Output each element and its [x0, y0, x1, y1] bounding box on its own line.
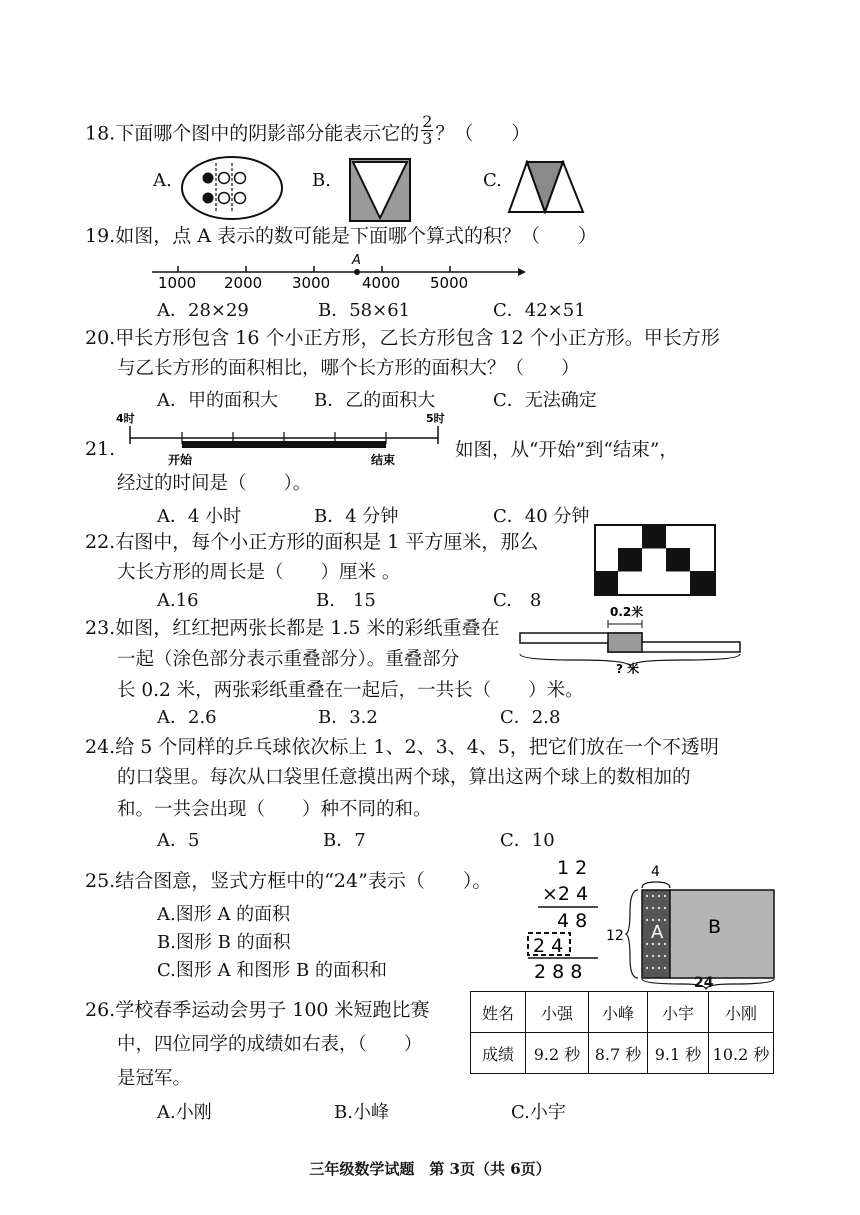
q18-figure-c: [507, 160, 585, 214]
q19-axis-label-2000: 2000: [224, 274, 263, 292]
q23-option-a: A．2.6: [157, 707, 217, 728]
q23-label-total: ? 米: [616, 662, 640, 674]
q21-label-end: 结束: [371, 453, 396, 467]
question-21-line-1: 如图，从“开始”到“结束”，: [455, 440, 678, 461]
q26-option-c: C.小宇: [511, 1102, 566, 1123]
q21-option-b: B．4 分钟: [314, 506, 399, 527]
q19-option-b: B．58×61: [318, 300, 411, 321]
q25-calc-row-4: 2 4: [533, 935, 564, 957]
q25-calc-row-2: ×2 4: [542, 883, 589, 905]
q18-option-c-label: C.: [483, 170, 502, 191]
q21-label-start: 开始: [168, 453, 193, 467]
question-20-line-1: 20.甲长方形包含 16 个小正方形，乙长方形包含 12 个小正方形。甲长方形: [85, 327, 720, 349]
q21-time-bar: [116, 410, 446, 470]
q25-label-left: 12: [606, 928, 624, 944]
table-cell: 10.2 秒: [709, 1033, 774, 1074]
q20-option-c: C．无法确定: [493, 390, 597, 411]
q25-option-a: A.图形 A 的面积: [157, 904, 291, 925]
q22-option-a: A.16: [157, 590, 199, 611]
question-24-line-3: 和。一共会出现（ ）种不同的和。: [117, 799, 432, 820]
q22-option-b: B. 15: [316, 590, 376, 611]
question-18-blank: ？（ ）: [435, 122, 531, 145]
q23-option-b: B．3.2: [318, 707, 378, 728]
q25-calc-row-3: 4 8: [557, 910, 588, 932]
question-21-number: 21.: [85, 438, 116, 460]
table-cell: 9.1 秒: [648, 1033, 709, 1074]
question-24-line-1: 24.给 5 个同样的乒乓球依次标上 1、2、3、4、5，把它们放在一个不透明: [85, 736, 719, 758]
q25-label-top: 4: [651, 864, 660, 880]
q19-point-label: A: [352, 253, 361, 268]
fraction-two-thirds: [421, 114, 433, 147]
q21-option-c: C．40 分钟: [493, 506, 590, 527]
question-25-text: 25.结合图意，竖式方框中的“24”表示（ ）。: [85, 870, 492, 892]
q22-option-c: C. 8: [493, 590, 542, 611]
question-23-line-1: 23.如图，红红把两张长都是 1.5 米的彩纸重叠在: [85, 617, 500, 639]
q25-label-bottom: 24: [694, 975, 714, 991]
table-row: [471, 1033, 774, 1074]
q18-option-a-label: A.: [153, 170, 172, 191]
q19-option-a: A．28×29: [157, 300, 249, 321]
q19-axis-label-4000: 4000: [362, 274, 401, 292]
q21-option-a: A．4 小时: [157, 506, 242, 527]
table-row: [471, 992, 774, 1033]
q24-option-c: C．10: [500, 830, 555, 851]
page-footer: 三年级数学试题 第 3页（共 6页）: [309, 1160, 551, 1178]
q26-option-a: A.小刚: [157, 1102, 212, 1123]
table-header-cell: 小强: [526, 992, 589, 1033]
table-cell: 9.2 秒: [526, 1033, 589, 1074]
q18-option-b-label: B.: [312, 170, 331, 191]
table-header-cell: 小刚: [709, 992, 774, 1033]
question-26-line-2: 中，四位同学的成绩如右表，（ ）: [117, 1034, 423, 1055]
q24-option-b: B．7: [323, 830, 366, 851]
question-23-line-3: 长 0.2 米，两张彩纸重叠在一起后，一共长（ ）米。: [117, 680, 584, 701]
fraction-denominator: 3: [422, 129, 433, 148]
q20-option-b: B．乙的面积大: [314, 390, 436, 411]
table-cell: 成绩: [471, 1033, 526, 1074]
question-24-line-2: 的口袋里。每次从口袋里任意摸出两个球，算出这两个球上的数相加的: [117, 767, 691, 788]
question-22-line-1: 22.右图中，每个小正方形的面积是 1 平方厘米，那么: [85, 531, 539, 553]
q18-figure-a: [180, 155, 284, 221]
question-26-line-1: 26.学校春季运动会男子 100 米短跑比赛: [85, 999, 430, 1021]
q25-label-a: A: [651, 922, 664, 943]
q21-label-4h: 4时: [116, 412, 135, 425]
q21-label-5h: 5时: [426, 412, 445, 425]
q20-option-a: A．甲的面积大: [157, 390, 278, 411]
q19-axis-label-1000: 1000: [158, 274, 197, 292]
fraction-numerator: 2: [422, 112, 433, 131]
question-19-text: 19.如图，点 A 表示的数可能是下面哪个算式的积？（ ）: [85, 225, 598, 247]
q19-axis-label-5000: 5000: [430, 274, 469, 292]
table-header-cell: 姓名: [471, 992, 526, 1033]
q25-calc-row-1: 1 2: [557, 857, 588, 879]
question-23-line-2: 一起（涂色部分表示重叠部分）。重叠部分: [117, 649, 460, 670]
question-21-line-2: 经过的时间是（ ）。: [117, 473, 312, 494]
q19-number-line: [148, 252, 528, 292]
q24-option-a: A．5: [157, 830, 200, 851]
q22-grid-figure: [594, 524, 716, 596]
q25-option-c: C.图形 A 和图形 B 的面积和: [157, 960, 387, 981]
table-cell: 8.7 秒: [589, 1033, 648, 1074]
question-18: [85, 112, 531, 151]
q25-option-b: B.图形 B 的面积: [157, 932, 291, 953]
q19-axis-label-3000: 3000: [292, 274, 331, 292]
q23-option-c: C．2.8: [500, 707, 561, 728]
q19-option-c: C．42×51: [493, 300, 586, 321]
q23-label-overlap: 0.2米: [610, 605, 644, 619]
q25-area-figure: [604, 862, 776, 990]
table-header-cell: 小峰: [589, 992, 648, 1033]
q26-option-b: B.小峰: [334, 1102, 389, 1123]
q25-calc-row-5: 2 8 8: [534, 961, 583, 982]
question-20-line-2: 与乙长方形的面积相比，哪个长方形的面积大？（ ）: [117, 358, 580, 379]
question-18-text: 18.下面哪个图中的阴影部分能表示它的: [85, 122, 420, 145]
q18-figure-b: [349, 158, 411, 222]
q26-results-table: [470, 991, 774, 1074]
table-header-cell: 小宇: [648, 992, 709, 1033]
q25-vertical-multiplication: [524, 852, 604, 982]
q25-label-b: B: [708, 916, 722, 938]
q23-paper-figure: [516, 602, 746, 674]
question-22-line-2: 大长方形的周长是（ ）厘米 。: [117, 562, 401, 583]
question-26-line-3: 是冠军。: [117, 1068, 192, 1089]
